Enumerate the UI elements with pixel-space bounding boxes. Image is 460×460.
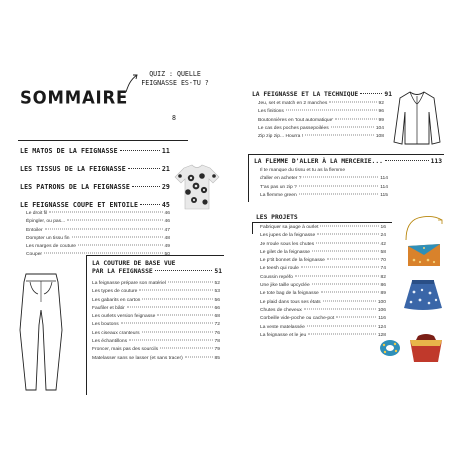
- item-label: Le plaid dans tous ses états: [260, 299, 321, 305]
- item-label: Les jupes de la feignasse: [260, 233, 316, 239]
- item-page: 106: [377, 307, 386, 313]
- item-label: La feignasse prépare son matériel: [92, 281, 166, 286]
- section-label: LA FEIGNASSE ET LA TECHNIQUE: [252, 91, 359, 98]
- item-label: La veste matelassée: [260, 324, 305, 330]
- item-page: 108: [375, 134, 384, 140]
- jacket-drawing-icon: [392, 88, 442, 148]
- projets-items: [260, 224, 386, 340]
- tshirt-photo-icon: [172, 162, 222, 212]
- leader-dots: [128, 168, 160, 169]
- toc-item[interactable]: [260, 307, 386, 315]
- toc-item[interactable]: [258, 100, 384, 108]
- item-page: 46: [164, 211, 170, 216]
- item-label: Les marges de couture: [26, 244, 77, 250]
- item-page: 100: [377, 299, 386, 305]
- leader-dots: [312, 250, 379, 251]
- item-label: Matelasser sans se lasser (et sans tracer): [92, 355, 183, 361]
- leader-dots: [78, 245, 163, 246]
- toc-item[interactable]: [26, 210, 170, 218]
- toc-item[interactable]: [92, 330, 220, 338]
- toc-item[interactable]: [260, 224, 386, 232]
- item-page: 86: [380, 283, 386, 289]
- toc-section-matos[interactable]: [20, 147, 170, 155]
- item-label: Il te manque du tissu et tu as la flemme: [260, 168, 346, 173]
- leader-dots: [299, 185, 378, 186]
- skirt-photo-icon: [402, 278, 444, 312]
- leader-dots: [321, 292, 379, 293]
- leader-dots: [360, 93, 382, 94]
- item-label: Le cas des poches passepoilées: [258, 125, 329, 131]
- item-label: Faufiler et bâtir: [92, 305, 125, 311]
- toc-item[interactable]: [260, 290, 386, 298]
- item-label: Les ourlets version feignasse: [92, 314, 156, 320]
- leader-dots: [336, 317, 376, 318]
- leader-dots: [120, 150, 160, 151]
- item-label: Chutes de cheveux: [260, 307, 302, 313]
- section-label: LE FEIGNASSE COUPE ET ENTOILE: [20, 201, 139, 209]
- leader-dots: [305, 135, 374, 136]
- item-page: 49: [164, 244, 170, 250]
- toc-section-coupe[interactable]: [20, 201, 170, 209]
- flemme-box-top: [248, 154, 444, 155]
- item-label: d'aller en acheter ?: [260, 176, 302, 182]
- leader-dots: [323, 300, 376, 301]
- item-label: Le tote bag de la feignasse: [260, 291, 319, 297]
- item-label: Épingler, ou pas...: [26, 219, 66, 225]
- toc-item[interactable]: [258, 133, 384, 141]
- couture-page: 51: [214, 268, 222, 275]
- item-label: T'as pas un zip ?: [260, 184, 297, 190]
- toc-item[interactable]: [26, 218, 170, 226]
- leader-dots: [316, 242, 378, 243]
- section-label: LES TISSUS DE LA FEIGNASSE: [20, 165, 126, 173]
- item-label: Les finitions: [258, 109, 284, 115]
- projets-box-border: [252, 222, 253, 234]
- couture-items: [92, 280, 220, 363]
- section-label: LE MATOS DE LA FEIGNASSE: [20, 147, 118, 155]
- leader-dots: [295, 275, 379, 276]
- leader-dots: [327, 259, 379, 260]
- leader-dots: [303, 177, 378, 178]
- toc-item[interactable]: [26, 243, 170, 251]
- trousers-drawing-icon: [16, 270, 66, 395]
- couture-line-1: LA COUTURE DE BASE VUE: [92, 260, 176, 267]
- item-page: 56: [214, 297, 220, 303]
- projets-divider: [252, 222, 392, 223]
- item-page: 72: [214, 322, 220, 328]
- toc-item[interactable]: [260, 324, 386, 332]
- item-page: 58: [380, 249, 386, 255]
- coupe-items: [26, 210, 170, 260]
- leader-dots: [129, 340, 212, 341]
- leader-dots: [312, 284, 379, 285]
- item-label: Entoiler: [26, 227, 43, 233]
- item-label: Jeu, set et match en 2 manches: [258, 101, 328, 106]
- item-page: 46: [164, 219, 170, 225]
- toc-item[interactable]: [92, 321, 220, 329]
- toc-item[interactable]: [260, 299, 386, 307]
- toc-item[interactable]: [260, 265, 386, 273]
- item-page: 124: [377, 324, 386, 330]
- item-label: Une jike taille upcyclée: [260, 283, 310, 289]
- toc-item[interactable]: [260, 184, 388, 192]
- item-label: Couper: [26, 252, 43, 258]
- toc-section-flemme[interactable]: [254, 158, 442, 165]
- item-page: 16: [380, 225, 386, 230]
- leader-dots: [44, 253, 163, 254]
- purse-drawing-icon: [402, 214, 446, 242]
- toc-item[interactable]: [260, 175, 388, 183]
- leader-dots: [185, 356, 213, 357]
- item-label: Les gabarits en carton: [92, 297, 141, 303]
- item-label: Le teesh qui roule: [260, 266, 299, 272]
- quiz-page-number: 8: [172, 114, 176, 122]
- toc-item[interactable]: [258, 125, 384, 133]
- toc-item[interactable]: [260, 167, 388, 175]
- flemme-box-border: [248, 154, 249, 202]
- item-page: 78: [214, 339, 220, 345]
- technique-items: [258, 100, 384, 141]
- toc-item[interactable]: [260, 232, 386, 240]
- item-page: 52: [214, 281, 220, 286]
- toc-section-tissus[interactable]: [20, 165, 170, 173]
- leader-dots: [49, 212, 162, 213]
- section-label: LES PATRONS DE LA FEIGNASSE: [20, 183, 130, 191]
- couture-box-border: [86, 255, 87, 395]
- clutch-photo-icon: [406, 242, 442, 268]
- leader-dots: [307, 325, 376, 326]
- scrunchie-photo-icon: [378, 338, 402, 358]
- leader-dots: [385, 160, 429, 161]
- leader-dots: [308, 333, 376, 334]
- toc-item[interactable]: [26, 227, 170, 235]
- item-page: 47: [164, 227, 170, 233]
- leader-dots: [160, 348, 212, 349]
- section-label: LA FLEMME D'ALLER À LA MERCERIE...: [254, 158, 383, 165]
- item-page: 116: [378, 316, 386, 322]
- item-page: 76: [214, 330, 220, 336]
- toc-item[interactable]: [260, 315, 386, 323]
- toc-section-projets[interactable]: LES PROJETS: [256, 214, 298, 221]
- item-label: Dompter un tissu fin: [26, 235, 70, 241]
- section-page: 113: [430, 158, 442, 165]
- toc-item[interactable]: [26, 235, 170, 243]
- item-page: 85: [214, 355, 220, 361]
- toc-item[interactable]: [260, 192, 388, 200]
- toc-item[interactable]: [260, 241, 386, 249]
- leader-dots: [127, 306, 213, 307]
- page-title: SOMMAIRE: [20, 87, 129, 108]
- item-label: Le p'tit bonnet de la feignasse: [260, 258, 325, 264]
- item-page: 89: [380, 291, 386, 297]
- item-label: Les ciseaux cranteurs: [92, 330, 140, 336]
- item-label: Je rroule sous les chutes: [260, 241, 315, 247]
- toc-item[interactable]: [92, 313, 220, 321]
- leader-dots: [331, 126, 374, 127]
- toc-item[interactable]: [92, 297, 220, 305]
- quiz-line-2: FEIGNASSE ES-TU ?: [141, 79, 209, 87]
- leader-dots: [320, 226, 378, 227]
- leader-dots: [329, 102, 376, 103]
- item-label: Le gilet de la feignasse: [260, 249, 311, 255]
- section-page: 29: [161, 183, 170, 191]
- toc-item[interactable]: [92, 346, 220, 354]
- item-page: 53: [214, 289, 220, 295]
- leader-dots: [168, 282, 213, 283]
- leader-dots: [317, 234, 378, 235]
- item-page: 96: [378, 109, 384, 115]
- section-page: 21: [161, 165, 170, 173]
- quiz-line-1: QUIZ : QUELLE: [149, 70, 201, 78]
- item-label: Coussin repéfo: [260, 274, 293, 280]
- leader-dots: [155, 270, 213, 271]
- item-label: La flemme green: [260, 192, 297, 198]
- toc-item[interactable]: [92, 305, 220, 313]
- leader-dots: [299, 193, 379, 194]
- item-page: 128: [377, 332, 386, 338]
- left-page: [12, 70, 227, 400]
- couture-line-2: PAR LA FEIGNASSE: [92, 268, 153, 275]
- toc-section-patrons[interactable]: [20, 183, 170, 191]
- toc-section-technique[interactable]: [252, 91, 392, 98]
- leader-dots: [142, 331, 213, 332]
- leader-dots: [72, 236, 163, 237]
- section-page: 91: [384, 91, 392, 98]
- couture-heading[interactable]: [92, 260, 222, 276]
- leader-dots: [301, 267, 379, 268]
- toc-item[interactable]: [260, 332, 386, 340]
- item-page: 104: [375, 125, 384, 131]
- item-page: 79: [214, 347, 220, 353]
- item-label: Les échantillons: [92, 339, 128, 345]
- toc-item[interactable]: [260, 249, 386, 257]
- leader-dots: [132, 186, 160, 187]
- item-page: 24: [380, 233, 386, 239]
- item-page: 68: [214, 314, 220, 320]
- couture-box-top: [86, 255, 224, 256]
- leader-dots: [304, 308, 376, 309]
- quiz-heading: [130, 70, 220, 88]
- item-page: 114: [380, 176, 388, 182]
- leader-dots: [140, 204, 160, 205]
- item-page: 82: [380, 274, 386, 280]
- section-page: 11: [161, 147, 170, 155]
- item-label: Froncer, mais pas des sourcils: [92, 347, 159, 353]
- section-page: 45: [161, 201, 170, 209]
- leader-dots: [67, 220, 162, 221]
- item-label: Boutonnières en 'tout automatique': [258, 117, 334, 123]
- item-page: 115: [380, 192, 388, 198]
- toc-item[interactable]: [92, 288, 220, 296]
- toc-item[interactable]: [92, 280, 220, 288]
- leader-dots: [157, 315, 212, 316]
- toc-item[interactable]: [92, 338, 220, 346]
- right-page: [242, 70, 447, 400]
- leader-dots: [335, 118, 376, 119]
- flemme-items: [260, 167, 388, 200]
- top-divider: [18, 140, 188, 141]
- item-page: 99: [378, 117, 384, 123]
- leader-dots: [121, 323, 213, 324]
- item-label: Zip zip zip... Hourra !: [258, 134, 304, 140]
- item-label: Fabriquer sa jauge à ourlet: [260, 225, 319, 230]
- item-label: Le droit fil: [26, 211, 48, 216]
- item-label: Corbeille vide-poche ou cache-pot: [260, 316, 335, 322]
- toc-item[interactable]: [92, 355, 220, 363]
- item-page: 70: [380, 258, 386, 264]
- toc-item[interactable]: [260, 282, 386, 290]
- item-label: Les boutons: [92, 322, 119, 328]
- leader-dots: [139, 290, 212, 291]
- toc-item[interactable]: [260, 257, 386, 265]
- toc-item[interactable]: [258, 117, 384, 125]
- basket-photo-icon: [406, 332, 446, 366]
- leader-dots: [286, 110, 377, 111]
- leader-dots: [45, 228, 163, 229]
- leader-dots: [142, 298, 212, 299]
- item-page: 114: [380, 184, 388, 190]
- item-page: 66: [214, 305, 220, 311]
- item-page: 74: [380, 266, 386, 272]
- item-page: 48: [164, 235, 170, 241]
- item-page: 92: [378, 101, 384, 106]
- item-label: La feignasse et le jeu: [260, 332, 307, 338]
- toc-item[interactable]: [258, 108, 384, 116]
- toc-item[interactable]: [260, 274, 386, 282]
- item-page: 42: [380, 241, 386, 247]
- item-label: Les types de couture: [92, 289, 138, 295]
